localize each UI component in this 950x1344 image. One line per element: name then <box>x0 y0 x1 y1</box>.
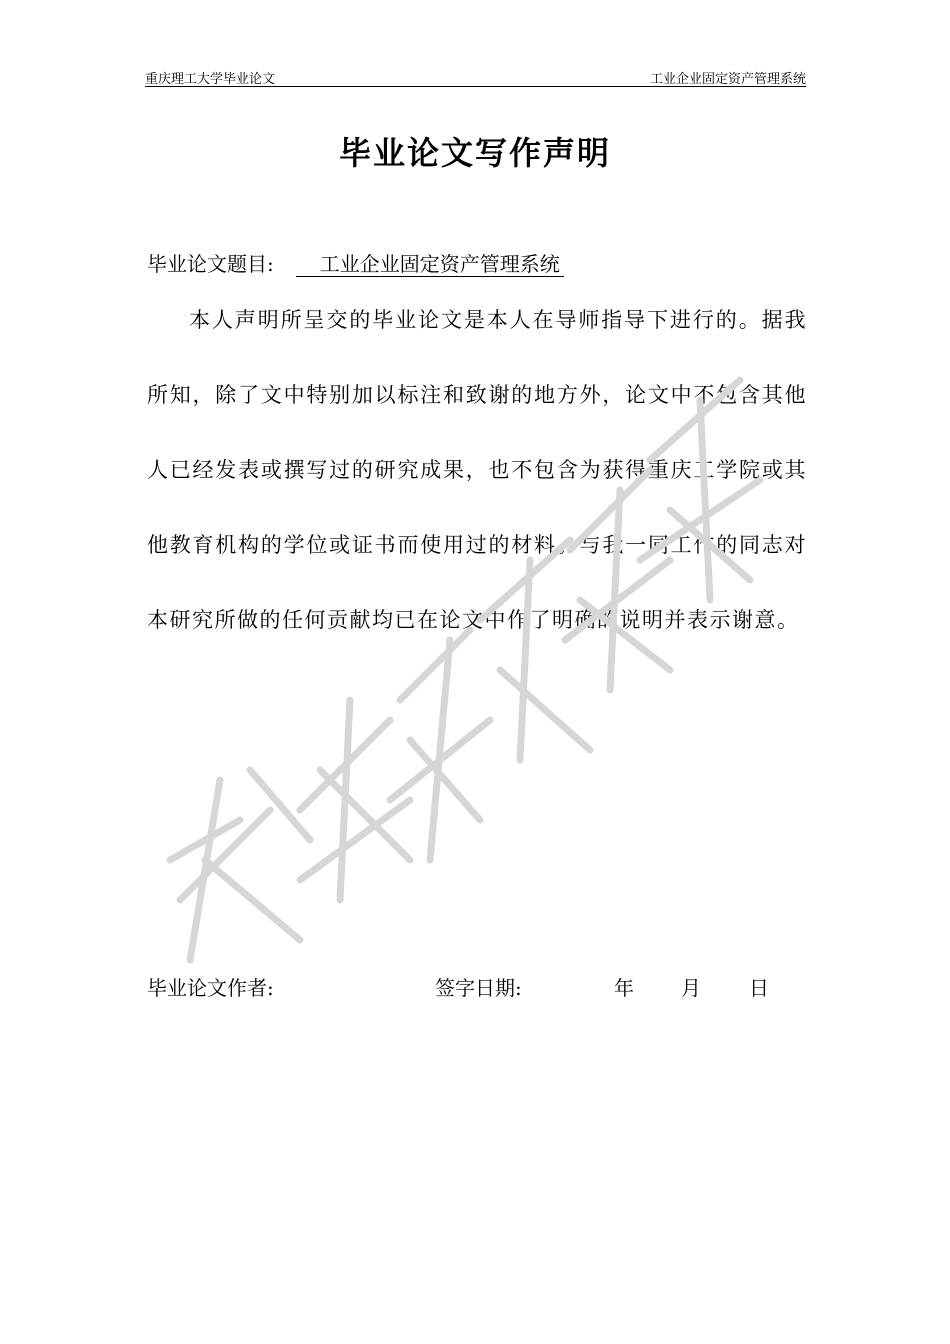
date-month-label: 月 <box>681 976 701 1000</box>
author-signature-label: 毕业论文作者: <box>147 976 274 1000</box>
date-year-label: 年 <box>614 976 634 1000</box>
page-header <box>145 66 806 87</box>
declaration-body: 本人声明所呈交的毕业论文是本人在导师指导下进行的。据我所知，除了文中特别加以标注和致谢的地方外，论文中不包含其他人已经发表或撰写过的研究成果，也不包含为获得重庆工学院或其他教育机构的学位或证书而使用过的材料。与我一同工作的同志对本研究所做的任何贡献均已在论文中作了明确的说明并表示谢意。 <box>147 308 807 632</box>
header-thesis-title: 工业企业固定资产管理系统 <box>649 72 806 87</box>
date-day-label: 日 <box>749 976 769 1000</box>
page-title: 毕业论文写作声明 <box>338 134 611 172</box>
sign-date-label: 签字日期: <box>435 976 522 1000</box>
signature-line <box>147 972 807 1002</box>
header-school-title: 重庆理工大学毕业论文 <box>145 72 276 87</box>
thesis-topic-value: 工业企业固定资产管理系统 <box>296 252 564 277</box>
thesis-topic-label: 毕业论文题目: <box>147 252 274 276</box>
thesis-topic-line <box>147 248 564 277</box>
